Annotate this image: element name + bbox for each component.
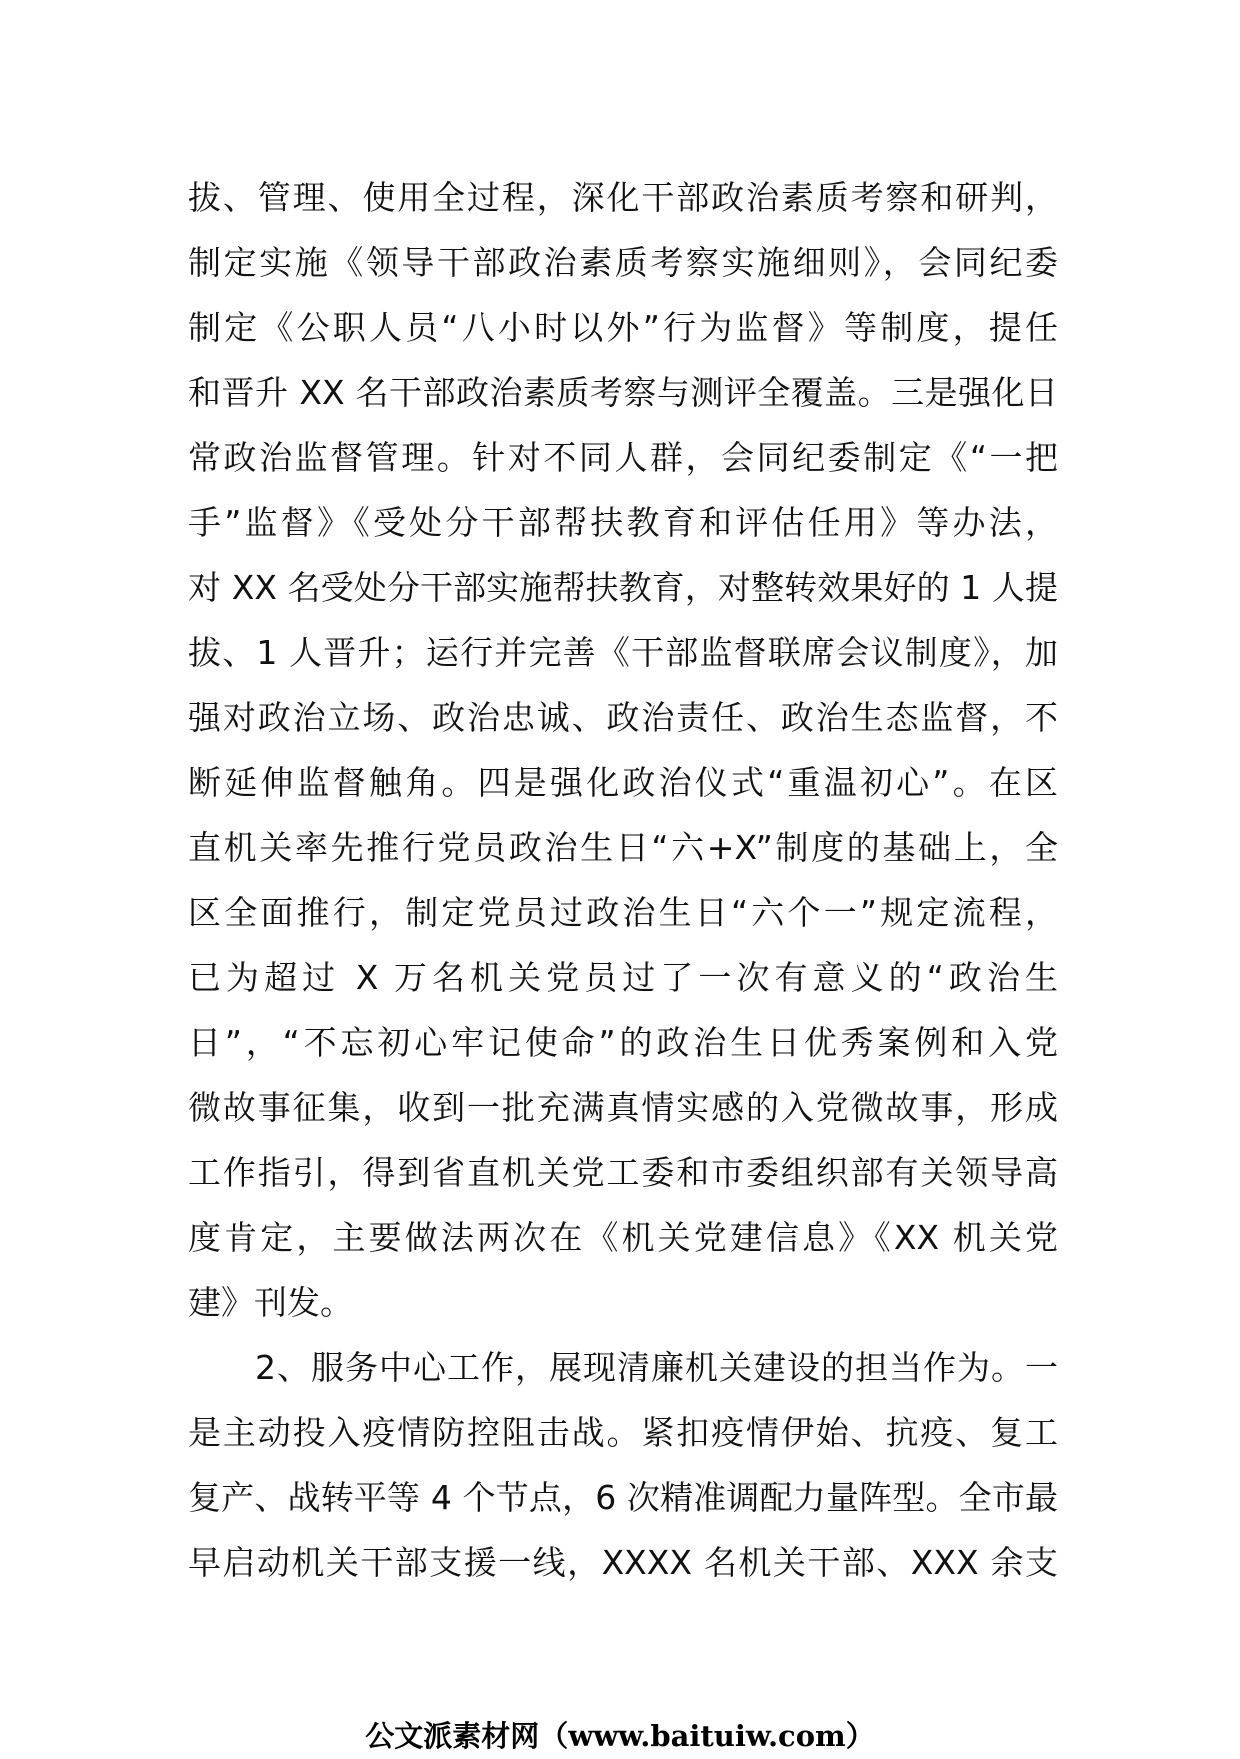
text-line: 度肯定，主要做法两次在《机关党建信息》《XX 机关党 <box>188 1218 1058 1257</box>
text-line: 复产、战转平等 4 个节点，6 次精准调配力量阵型。全市最 <box>188 1478 1058 1517</box>
text-line: 手”监督》《受处分干部帮扶教育和评估任用》等办法， <box>188 503 1058 542</box>
text-line: 对 XX 名受处分干部实施帮扶教育，对整转效果好的 1 人提 <box>188 568 1058 607</box>
text-line: 早启动机关干部支援一线，XXXX 名机关干部、XXX 余支 <box>188 1543 1058 1582</box>
document-body <box>188 165 1058 1595</box>
text-line: 制定《公职人员“八小时以外”行为监督》等制度，提任 <box>188 308 1058 347</box>
text-line: 和晋升 XX 名干部政治素质考察与测评全覆盖。三是强化日 <box>188 373 1058 412</box>
text-line: 拔、1 人晋升；运行并完善《干部监督联席会议制度》，加 <box>188 633 1058 672</box>
text-line: 断延伸监督触角。四是强化政治仪式“重温初心”。在区 <box>188 763 1058 802</box>
text-line: 日”，“不忘初心牢记使命”的政治生日优秀案例和入党 <box>188 1023 1058 1062</box>
text-line: 制定实施《领导干部政治素质考察实施细则》，会同纪委 <box>188 243 1058 282</box>
text-line: 已为超过 X 万名机关党员过了一次有意义的“政治生 <box>188 958 1058 997</box>
text-line: 建》刊发。 <box>188 1283 353 1322</box>
text-line: 拔、管理、使用全过程，深化干部政治素质考察和研判， <box>188 178 1058 217</box>
text-line: 工作指引，得到省直机关党工委和市委组织部有关领导高 <box>188 1153 1058 1192</box>
footer-watermark: 公文派素材网（www.baituiw.com） <box>365 1719 875 1753</box>
text-line: 微故事征集，收到一批充满真情实感的入党微故事，形成 <box>188 1088 1058 1127</box>
text-line: 直机关率先推行党员政治生日“六+X”制度的基础上，全 <box>188 828 1058 867</box>
text-line: 区全面推行，制定党员过政治生日“六个一”规定流程， <box>188 893 1058 932</box>
paragraph-heading-line: 2、服务中心工作，展现清廉机关建设的担当作为。一 <box>255 1348 1058 1387</box>
text-line: 强对政治立场、政治忠诚、政治责任、政治生态监督，不 <box>188 698 1058 737</box>
text-line: 是主动投入疫情防控阻击战。紧扣疫情伊始、抗疫、复工 <box>188 1413 1058 1452</box>
text-line: 常政治监督管理。针对不同人群，会同纪委制定《“一把 <box>188 438 1058 477</box>
